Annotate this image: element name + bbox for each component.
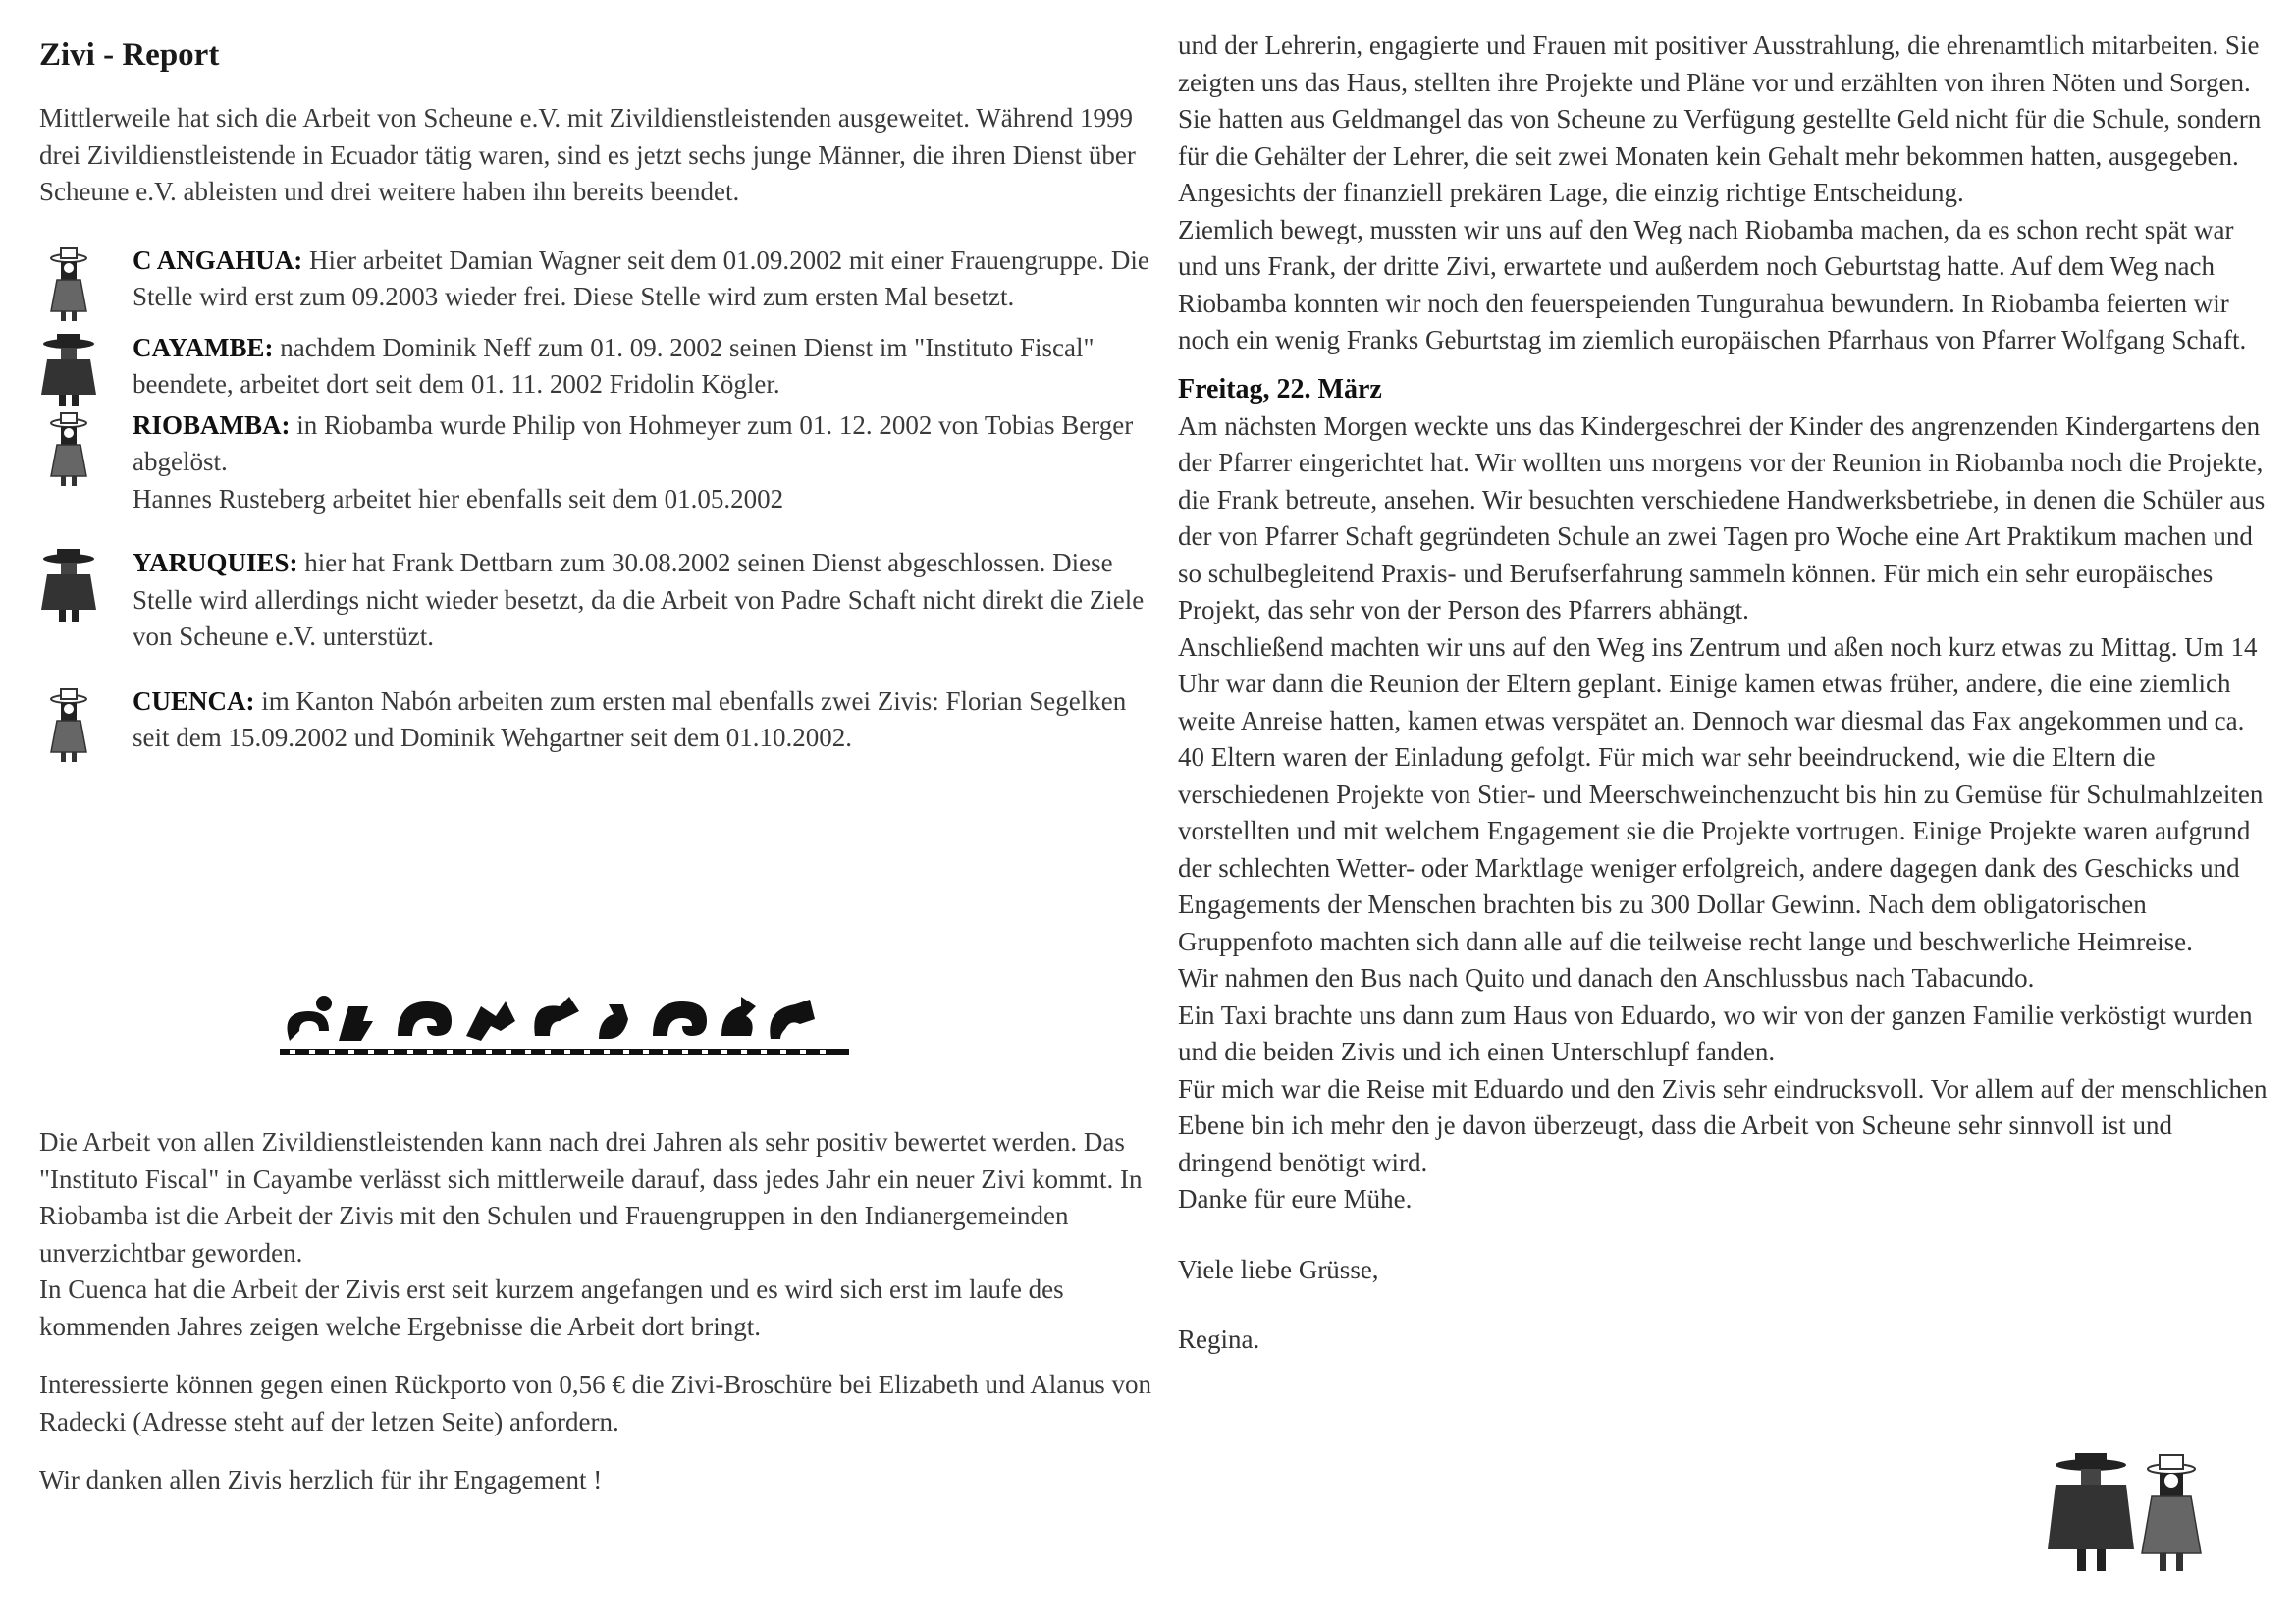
entry-text: in Riobamba wurde Philip von Hohmeyer zum 01. 12. 2002 von Tobias Berger abgelöst. [133, 409, 1134, 477]
conclusion-paragraph-1: Die Arbeit von allen Zivildienstleistenden kann nach drei Jahren als sehr positiv bewertet werden. Das "Instituto Fiscal" in Cayambe verlässt sich mittlerweile darauf, dass jedes Jahr ein neuer Zivi kommt. In Riobamba ist die Arbeit der Zivis mit den Schulen und Frauengruppen in den Indianergemeinden unverzichtbar geworden. [39, 1127, 1143, 1268]
entry-text: Hier arbeitet Damian Wagner seit dem 01.09.2002 mit einer Frauengruppe. Die Stelle wird erst zum 09.2003 wieder frei. Diese Stelle wird zum ersten Mal besetzt. [133, 244, 1149, 312]
page-title: Zivi - Report [39, 37, 220, 73]
woman-figure-icon [39, 244, 98, 325]
conclusion-paragraph-1b: In Cuenca hat die Arbeit der Zivis erst seit kurzem angefangen und es wird sich erst im laufe des kommenden Jahres zeigen welche Ergebnisse die Arbeit dort bringt. [39, 1274, 1064, 1341]
entry-cangahua [39, 243, 1153, 316]
entry-yaruquies [39, 545, 1153, 656]
entry-text-extra: Hannes Rusteberg arbeitet hier ebenfalls seit dem 01.05.2002 [133, 483, 784, 514]
left-column [39, 37, 1153, 757]
entry-text: im Kanton Nabón arbeiten zum ersten mal ebenfalls zwei Zivis: Florian Segelken seit dem 15.09.2002 und Dominik Wehgartner seit dem 01.10.2002. [133, 685, 1127, 753]
entry-place: RIOBAMBA: [133, 409, 291, 440]
man-figure-icon [39, 332, 98, 412]
entry-place: C ANGAHUA: [133, 244, 303, 275]
conclusion-paragraph-2: Interessierte können gegen einen Rückporto von 0,56 € die Zivi-Broschüre bei Elizabeth und Alanus von Radecki (Adresse steht auf der letzen Seite) anfordern. [39, 1370, 1151, 1436]
decorative-ornament [270, 982, 859, 1060]
entry-place: CUENCA: [133, 685, 255, 716]
entry-cuenca [39, 683, 1153, 757]
entry-place: YARUQUIES: [133, 548, 298, 578]
intro-paragraph: Mittlerweile hat sich die Arbeit von Scheune e.V. mit Zivildienstleistenden ausgeweitet. Während 1999 drei Zivildienstleistende in Ecuador tätig waren, sind es jetzt sechs junge Männer, die ihren Dienst über Scheune e.V. ableisten und drei weitere haben ihn bereits beendet. [39, 103, 1136, 207]
couple-figures-icon [2042, 1451, 2214, 1581]
right-paragraph-3: Am nächsten Morgen weckte uns das Kindergeschrei der Kinder des angrenzenden Kindergartens den der Pfarrer eingerichtet hat. Wir wollten uns morgens vor der Reunion in Riobamba noch die Projekte, die Frank betreute, ansehen. Wir besuchten verschiedene Handwerksbetriebe, in denen die Schüler aus der von Pfarrer Schaft gegründeten Schule an zwei Tagen pro Woche eine Art Praktikum machen und so schulbegleitend Praxis- und Berufserfahrung sammeln können. Für mich ein sehr europäisches Projekt, das sehr von der Person des Pfarrers abhängt. [1178, 410, 2266, 624]
conclusion-block [39, 1124, 1153, 1499]
entry-place: CAYAMBE: [133, 332, 274, 362]
entry-text: hier hat Frank Dettbarn zum 30.08.2002 seinen Dienst abgeschlossen. Diese Stelle wird allerdings nicht wieder besetzt, da die Arbeit von Padre Schaft nicht direkt die Ziele von Scheune e.V. unterstüzt. [133, 548, 1145, 652]
right-paragraph-4: Anschließend machten wir uns auf den Weg ins Zentrum und aßen noch kurz etwas zu Mittag. Um 14 Uhr war dann die Reunion der Eltern geplant. Einige kamen etwas früher, andere, die eine ziemlich weite Anreise hatten, kamen etwas verspätet an. Dennoch war diesmal das Fax angekommen und ca. 40 Eltern waren der Einladung gefolgt. Für mich war sehr beeindruckend, wie die Eltern die verschiedenen Projekte von Stier- und Meerschweinchenzucht bis hin zu Gemüse für Schulmahlzeiten vorstellten und mit welchem Engagement sie die Projekte vortrugen. Einige Projekte waren aufgrund der schlechten Wetter- oder Marktlage weniger erfolgreich, andere dagegen dank des Geschicks und Engagements der Menschen brachten bis zu 300 Dollar Gewinn. Nach dem obligatorischen Gruppenfoto machten sich dann alle auf die teilweise recht lange und beschwerliche Heimreise. [1178, 631, 2264, 956]
right-paragraph-7: Für mich war die Reise mit Eduardo und den Zivis sehr eindrucksvoll. Vor allem auf der menschlichen Ebene bin ich mehr den je davon überzeugt, dass die Arbeit von Scheune sehr sinnvoll ist und dringend benötigt wird. [1178, 1073, 2268, 1177]
right-paragraph-8: Danke für eure Mühe. [1178, 1184, 1413, 1214]
man-figure-icon [39, 547, 98, 627]
right-paragraph-5: Wir nahmen den Bus nach Quito und danach den Anschlussbus nach Tabacundo. [1178, 963, 2035, 993]
entry-text: nachdem Dominik Neff zum 01. 09. 2002 seinen Dienst im "Instituto Fiscal" beendete, arbeitet dort seit dem 01. 11. 2002 Fridolin Kögler. [133, 332, 1095, 400]
entry-riobamba [39, 407, 1153, 518]
right-paragraph-2: Ziemlich bewegt, mussten wir uns auf den Weg nach Riobamba machen, da es schon recht spät war und uns Frank, der dritte Zivi, erwartete und außerdem noch Geburtstag hatte. Auf dem Weg nach Riobamba konnten wir noch den feuerspeienden Tungurahua bewundern. In Riobamba feierten wir noch ein wenig Franks Geburtstag im ziemlich europäischen Pfarrhaus von Pfarrer Wolfgang Schaft. [1178, 214, 2247, 354]
signature: Regina. [1178, 1325, 1260, 1354]
right-paragraph-6: Ein Taxi brachte uns dann zum Haus von Eduardo, wo wir von der ganzen Familie verköstigt wurden und die beiden Zivis und ich einen Unterschlupf fanden. [1178, 1000, 2253, 1066]
woman-figure-icon [39, 409, 98, 490]
right-column [1178, 27, 2272, 1359]
right-paragraph-1: und der Lehrerin, engagierte und Frauen mit positiver Ausstrahlung, die ehrenamtlich mitarbeiten. Sie zeigten uns das Haus, stellten ihre Projekte und Pläne vor und erzählten von ihren Nöten und Sorgen. Sie hatten aus Geldmangel das von Scheune zu Verfügung gestellte Geld nicht für die Schule, sondern für die Gehälter der Lehrer, die seit zwei Monaten kein Gehalt mehr bekommen hatten, ausgegeben. Angesichts der finanziell prekären Lage, die einzig richtige Entscheidung. [1178, 30, 2262, 207]
conclusion-paragraph-3: Wir danken allen Zivis herzlich für ihr Engagement ! [39, 1465, 603, 1494]
entry-cayambe [39, 330, 1153, 404]
greeting: Viele liebe Grüsse, [1178, 1254, 1379, 1284]
date-heading: Freitag, 22. März [1178, 373, 1382, 405]
woman-figure-icon [39, 685, 98, 766]
